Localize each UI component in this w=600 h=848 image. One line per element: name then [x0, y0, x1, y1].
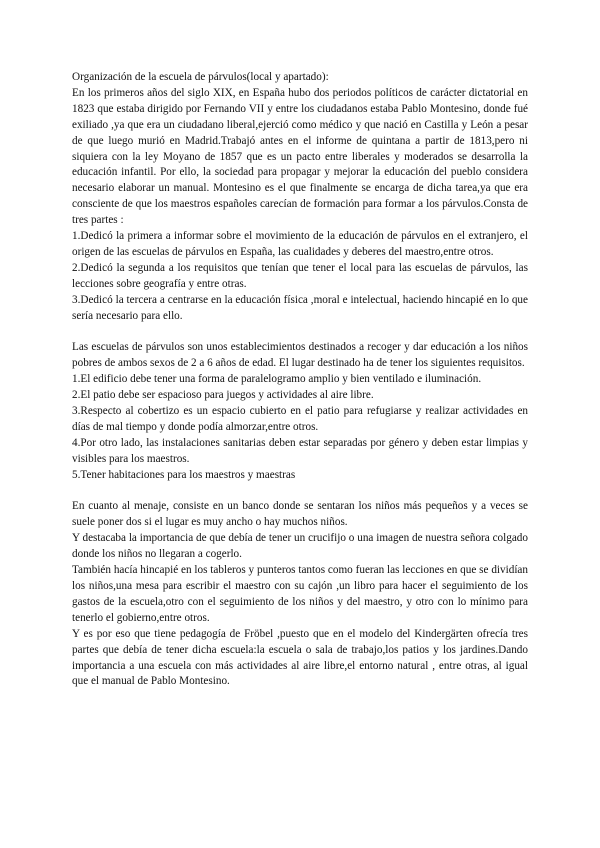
paragraph-requirements: Las escuelas de párvulos son unos establecimientos destinados a recoger y dar educación a los niños pobres de ambos sexos de 2 a 6 años de edad. El lugar destinado ha de tener los siguientes requisitos. [72, 341, 528, 370]
paragraph-intro: En los primeros años del siglo XIX, en España hubo dos periodos políticos de carácter dictatorial en 1823 que estaba dirigido por Fernando VII y entre los ciudadanos estaba Pablo Montesino, donde fué exiliado ,ya que era un ciudadano liberal,ejerció como médico y que nació en Castilla y León a pesar de que luego murió en Madrid.Trabajó antes en el informe de quintana a partir de 1813,pero ni siquiera con la ley Moyano de 1857 que es un pacto entre liberales y moderados se desarrolla la educación infantil. Por ello, la sociedad para propagar y mejorar la educación del pueblo considera necesario elaborar un manual. Montesino es el que finalmente se encarga de dicha tarea,ya que era consciente de que los maestros españoles carecían de formación para formar a los párvulos.Consta de tres partes : [72, 86, 528, 227]
paragraph-frobel: Y es por eso que tiene pedagogía de Fröbel ,puesto que en el modelo del Kindergärten ofrecía tres partes que debía de tener dicha escuela:la escuela o sala de trabajo,los patios y los jardines.Dando importancia a una escuela con más actividades al aire libre,el entorno natural , entre otras, al igual que el manual de Pablo Montesino. [72, 627, 528, 688]
list-item-requirement-3: 3.Respecto al cobertizo es un espacio cubierto en el patio para refugiarse y realizar actividades en días de mal tiempo y donde podía almorzar,entre otros. [72, 405, 528, 433]
list-item-part-2: 2.Dedicó la segunda a los requisitos que tenían que tener el local para las escuelas de párvulos, las lecciones sobre geografía y entre otras. [72, 261, 528, 290]
list-item-part-1: 1.Dedicó la primera a informar sobre el movimiento de la educación de párvulos en el extranjero, el origen de las escuelas de párvulos en España, las cualidades y deberes del maestro,entre otros. [72, 230, 528, 258]
list-item-requirement-4: 4.Por otro lado, las instalaciones sanitarias deben estar separadas por género y deben estar limpias y visibles para los maestros. [72, 436, 528, 465]
list-item-requirement-2: 2.El patio debe ser espacioso para juegos y actividades al aire libre. [72, 389, 374, 402]
document-title: Organización de la escuela de párvulos(local y apartado): [72, 71, 329, 83]
list-item-requirement-1: 1.El edificio debe tener una forma de paralelogramo amplio y bien ventilado e iluminación. [72, 373, 482, 386]
paragraph-tableros: También hacía hincapié en los tableros y punteros tantos como fueran las lecciones en que se dividían los niños,una mesa para escribir el maestro con su cajón ,un libro para hacer el seguimiento de los gastos de la escuela,otro con el seguimiento de los niños y del maestro, y otro con lo mínimo para tenerlo el gobierno,entre otros. [72, 564, 528, 624]
paragraph-crucifix: Y destacaba la importancia de que debía de tener un crucifijo o una imagen de nuestra señora colgado donde los niños no llegaran a cogerlo. [72, 532, 528, 561]
list-item-requirement-5: 5.Tener habitaciones para los maestros y maestras [72, 468, 296, 481]
paragraph-spacer [72, 325, 528, 341]
list-item-part-3: 3.Dedicó la tercera a centrarse en la educación física ,moral e intelectual, haciendo hincapié en lo que sería necesario para ello. [72, 293, 528, 322]
paragraph-menaje: En cuanto al menaje, consiste en un banco donde se sentaran los niños más pequeños y a veces se suele poner dos si el lugar es muy ancho o hay muchos niños. [72, 500, 528, 529]
paragraph-spacer [72, 484, 528, 500]
